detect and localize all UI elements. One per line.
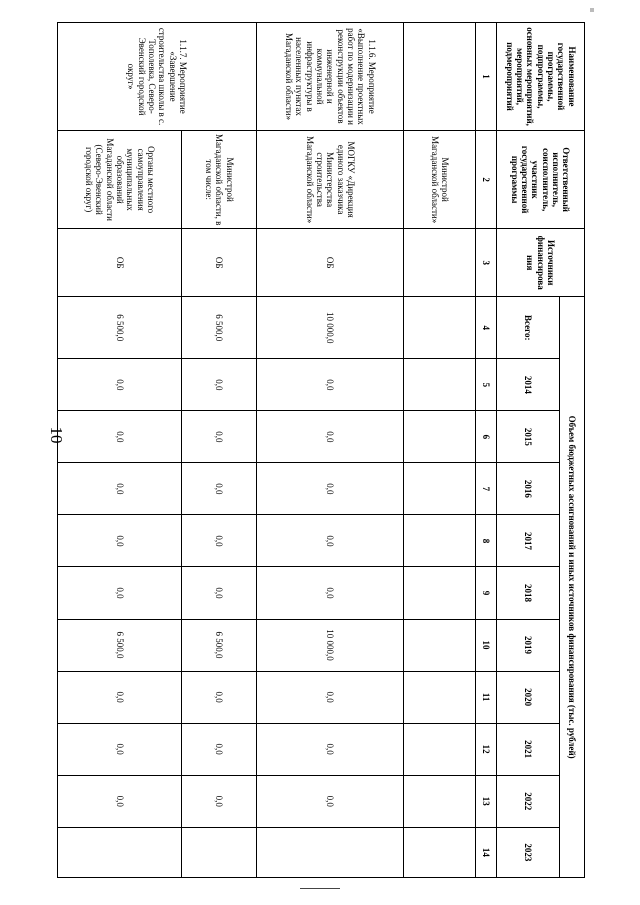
row-value: 0,0 xyxy=(58,723,182,775)
row-value xyxy=(404,297,476,359)
header-source: Источники финансирова ния xyxy=(496,229,584,297)
col-num: 4 xyxy=(476,297,496,359)
row-value xyxy=(404,359,476,411)
row-value xyxy=(58,827,182,877)
header-funding: Объем бюджетных ассигнований и иных источников финансирования (тыс. рублей) xyxy=(560,297,585,878)
col-num: 14 xyxy=(476,827,496,877)
col-num: 2 xyxy=(476,131,496,229)
scan-mark xyxy=(590,8,594,12)
col-num: 13 xyxy=(476,775,496,827)
header-name: Наименование государственной программы, подпрограммы, основных мероприятий, мероприятий, подмероприятий xyxy=(496,23,584,131)
column-number-row xyxy=(476,23,496,878)
rotated-page xyxy=(57,22,585,878)
row-source xyxy=(404,229,476,297)
row-name: 1.1.7. Мероприятие «Завершение строительства школы в с. Тополевка, Северо-Эвенский городской округ» xyxy=(58,23,257,131)
header-executor: Ответственный исполнитель, соисполнитель, участник государственной программы xyxy=(496,131,584,229)
table-row xyxy=(58,23,182,878)
row-source: ОБ xyxy=(58,229,182,297)
col-num: 9 xyxy=(476,567,496,619)
header-year: 2015 xyxy=(496,411,559,463)
row-value: 0,0 xyxy=(182,359,257,411)
row-value xyxy=(404,827,476,877)
col-num: 12 xyxy=(476,723,496,775)
col-num: 1 xyxy=(476,23,496,131)
row-value: 0,0 xyxy=(257,463,404,515)
col-num: 7 xyxy=(476,463,496,515)
row-value: 0,0 xyxy=(58,567,182,619)
row-value: 0,0 xyxy=(257,515,404,567)
col-num: 5 xyxy=(476,359,496,411)
row-executor: Органы местного самоуправления муниципальных образований Магаданской области (Северо-Эвенский городской округ) xyxy=(58,131,182,229)
header-year: 2020 xyxy=(496,671,559,723)
row-executor: Министрой Магаданской области» xyxy=(404,131,476,229)
row-value xyxy=(404,515,476,567)
header-year: 2018 xyxy=(496,567,559,619)
page-number: 10 xyxy=(47,426,66,444)
row-value: 0,0 xyxy=(182,775,257,827)
row-value: 6 500,0 xyxy=(58,297,182,359)
row-value: 0,0 xyxy=(257,671,404,723)
table-row xyxy=(257,23,404,878)
row-executor: Министрой Магаданской области, в том числе: xyxy=(182,131,257,229)
row-value: 6 500,0 xyxy=(58,619,182,671)
header-year: 2014 xyxy=(496,359,559,411)
header-year: 2016 xyxy=(496,463,559,515)
row-value: 0,0 xyxy=(182,671,257,723)
header-year: 2019 xyxy=(496,619,559,671)
row-value: 10 000,0 xyxy=(257,297,404,359)
row-value xyxy=(404,411,476,463)
row-value: 0,0 xyxy=(257,775,404,827)
row-value: 0,0 xyxy=(182,411,257,463)
col-num: 6 xyxy=(476,411,496,463)
table-row xyxy=(182,23,257,878)
row-value: 0,0 xyxy=(58,671,182,723)
col-num: 8 xyxy=(476,515,496,567)
row-value: 0,0 xyxy=(58,463,182,515)
row-value: 6 500,0 xyxy=(182,297,257,359)
col-num: 10 xyxy=(476,619,496,671)
row-name: 1.1.6. Мероприятие «Выполнение проектных работ по модернизации и реконструкции объектов инженерной и коммунальной инфраструктуры в населенных пунктах Магаданской области» xyxy=(257,23,404,131)
row-value: 0,0 xyxy=(58,515,182,567)
row-source: ОБ xyxy=(182,229,257,297)
row-value xyxy=(404,619,476,671)
row-value xyxy=(257,827,404,877)
row-value: 0,0 xyxy=(58,359,182,411)
row-value: 10 000,0 xyxy=(257,619,404,671)
header-year: 2023 xyxy=(496,827,559,877)
row-value xyxy=(404,671,476,723)
col-num: 3 xyxy=(476,229,496,297)
row-value xyxy=(404,723,476,775)
row-value: 0,0 xyxy=(182,463,257,515)
col-num: 11 xyxy=(476,671,496,723)
row-value: 0,0 xyxy=(182,567,257,619)
row-source: ОБ xyxy=(257,229,404,297)
row-executor: МОГКУ «Дирекция единого заказчика Министерства строительства Магаданской области» xyxy=(257,131,404,229)
row-value: 0,0 xyxy=(257,723,404,775)
row-value: 0,0 xyxy=(182,515,257,567)
row-value: 0,0 xyxy=(257,359,404,411)
row-value: 0,0 xyxy=(58,775,182,827)
table-row xyxy=(404,23,476,878)
row-value xyxy=(404,775,476,827)
row-value xyxy=(404,567,476,619)
row-value: 0,0 xyxy=(182,723,257,775)
header-year: 2021 xyxy=(496,723,559,775)
header-total: Всего: xyxy=(496,297,559,359)
row-value xyxy=(182,827,257,877)
header-year: 2017 xyxy=(496,515,559,567)
row-value xyxy=(404,463,476,515)
financing-table xyxy=(57,22,585,878)
footer-rule xyxy=(300,888,340,889)
row-value: 0,0 xyxy=(257,411,404,463)
row-value: 0,0 xyxy=(58,411,182,463)
row-value: 6 500,0 xyxy=(182,619,257,671)
header-year: 2022 xyxy=(496,775,559,827)
row-value: 0,0 xyxy=(257,567,404,619)
row-name xyxy=(404,23,476,131)
